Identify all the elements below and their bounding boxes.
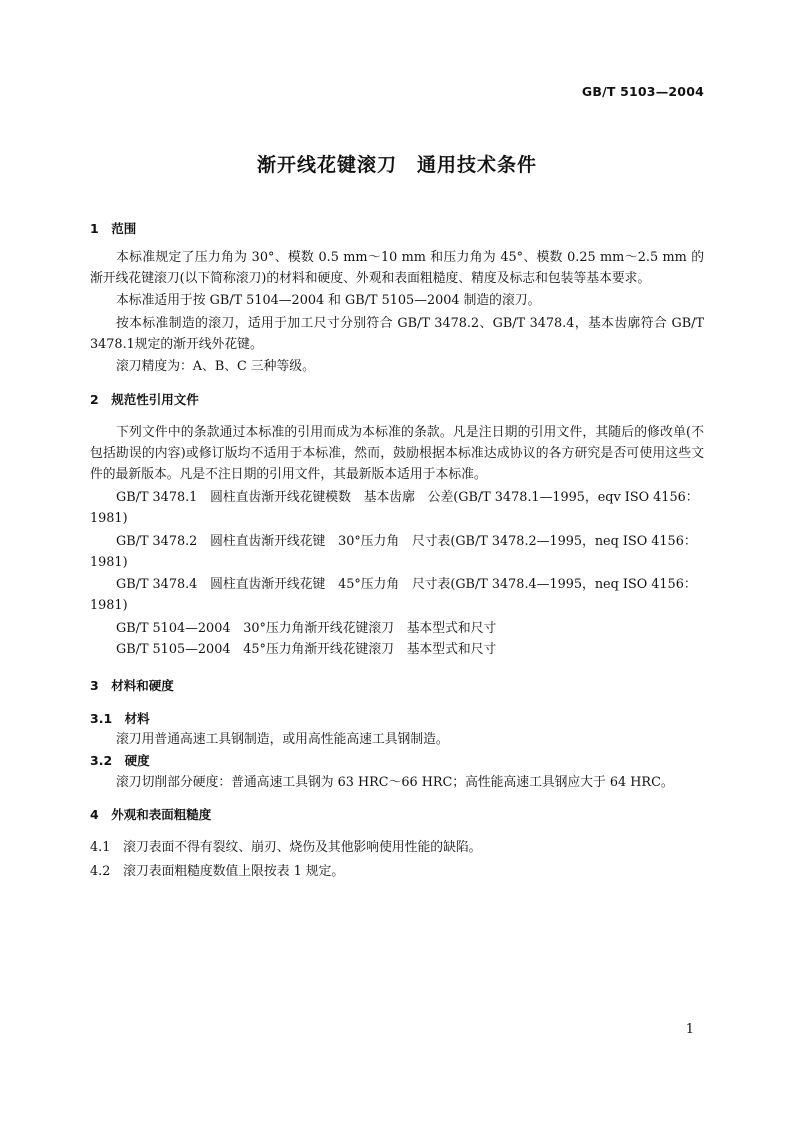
subsection-3-1-heading: 3.1 材料 — [90, 711, 150, 726]
standard-code: GB/T 5103—2004 — [581, 84, 704, 99]
reference-item: GB/T 3478.1 圆柱直齿渐开线花键模数 基本齿廓 公差(GB/T 3478.1—1995，eqv ISO 4156：1981) — [90, 490, 699, 526]
subsection-3-1-text: 滚刀用普通高速工具钢制造，或用高性能高速工具钢制造。 — [116, 732, 449, 747]
reference-item: GB/T 5104—2004 30°压力角渐开线花键滚刀 基本型式和尺寸 — [116, 621, 497, 636]
section-1-paragraph-4: 滚刀精度为：A、B、C 三种等级。 — [116, 359, 315, 374]
document-title: 渐开线花键滚刀 通用技术条件 — [256, 154, 537, 176]
reference-item: GB/T 3478.4 圆柱直齿渐开线花键 45°压力角 尺寸表(GB/T 3478.4—1995，neq ISO 4156：1981) — [90, 577, 697, 613]
section-1-paragraph-1: 本标准规定了压力角为 30°、模数 0.5 mm～10 mm 和压力角为 45°、模数 0.25 mm～2.5 mm 的渐开线花键滚刀(以下简称滚刀)的材料和硬度、外观和表面粗糙度、精度及标志和包装等基本要求。 — [90, 250, 704, 286]
section-1-paragraph-2: 本标准适用于按 GB/T 5104—2004 和 GB/T 5105—2004 制造的滚刀。 — [116, 293, 541, 308]
clause-4-2: 4.2 滚刀表面粗糙度数值上限按表 1 规定。 — [90, 864, 345, 879]
reference-item: GB/T 3478.2 圆柱直齿渐开线花键 30°压力角 尺寸表(GB/T 3478.2—1995，neq ISO 4156：1981) — [90, 534, 697, 570]
page-number: 1 — [685, 1022, 694, 1037]
section-4-heading: 4 外观和表面粗糙度 — [90, 807, 212, 822]
section-1-heading: 1 范围 — [90, 221, 137, 236]
subsection-3-2-heading: 3.2 硬度 — [90, 753, 150, 768]
clause-4-1: 4.1 滚刀表面不得有裂纹、崩刃、烧伤及其他影响使用性能的缺陷。 — [90, 840, 482, 855]
reference-item: GB/T 5105—2004 45°压力角渐开线花键滚刀 基本型式和尺寸 — [116, 642, 497, 657]
section-3-heading: 3 材料和硬度 — [90, 678, 174, 693]
section-2-paragraph-1: 下列文件中的条款通过本标准的引用而成为本标准的条款。凡是注日期的引用文件，其随后的修改单(不包括勘误的内容)或修订版均不适用于本标准，然而，鼓励根据本标准达成协议的各方研究是否可使用这些文件的最新版本。凡是不注日期的引用文件，其最新版本适用于本标准。 — [90, 425, 704, 482]
subsection-3-2-text: 滚刀切削部分硬度：普通高速工具钢为 63 HRC～66 HRC；高性能高速工具钢应大于 64 HRC。 — [116, 775, 674, 790]
section-2-heading: 2 规范性引用文件 — [90, 392, 199, 407]
section-1-paragraph-3: 按本标准制造的滚刀，适用于加工尺寸分别符合 GB/T 3478.2、GB/T 3478.4，基本齿廓符合 GB/T 3478.1规定的渐开线外花键。 — [90, 316, 704, 352]
